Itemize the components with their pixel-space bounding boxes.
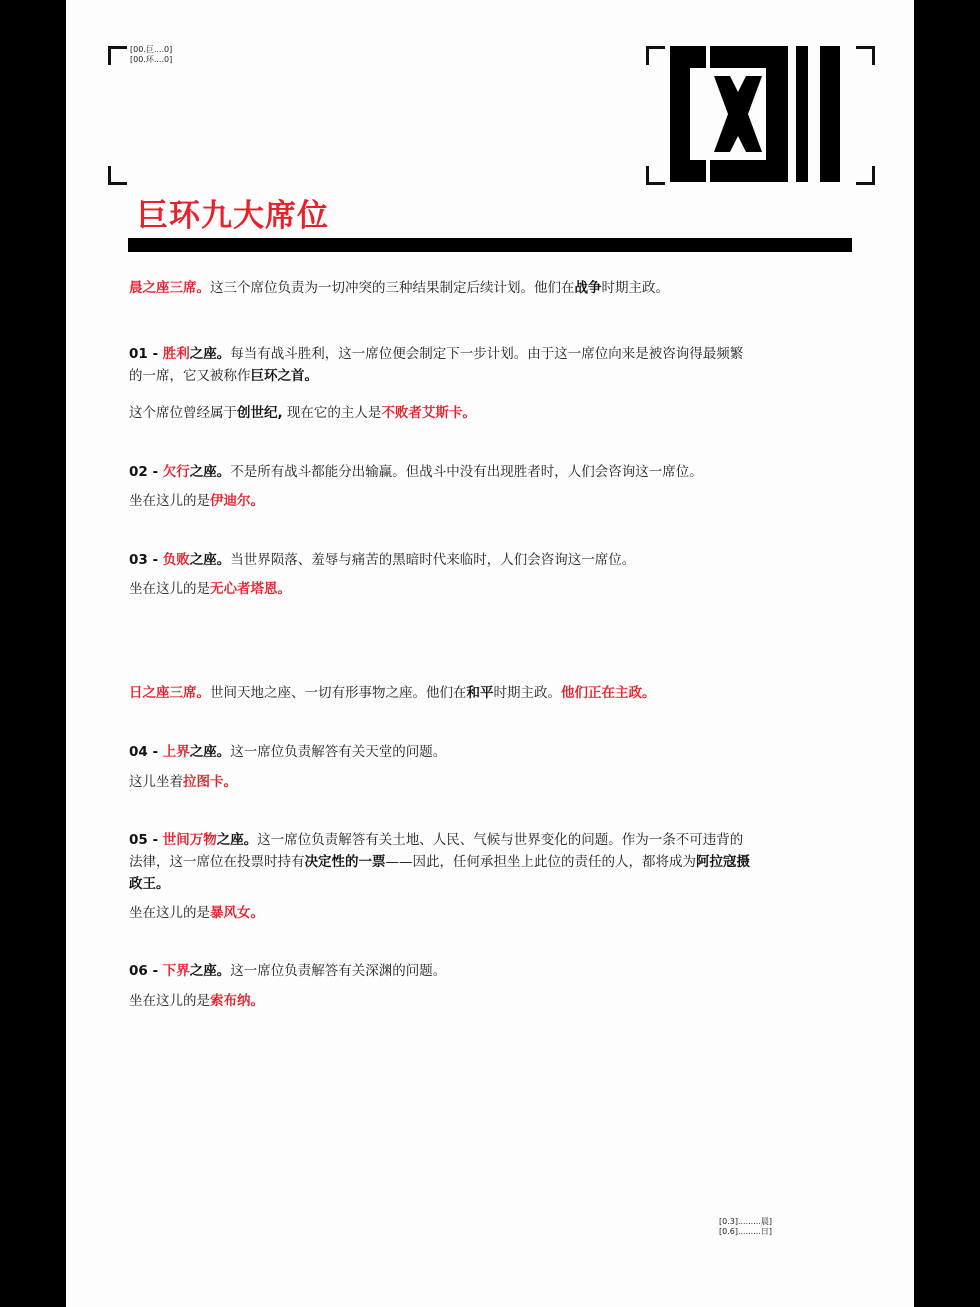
document-page [66, 0, 914, 1307]
header-tag-line: [00.环....0] [130, 55, 173, 64]
sun-seats-intro: 日之座三席。世间天地之座、一切有形事物之座。他们在和平时期主政。他们正在主政。 [129, 685, 656, 701]
corner-bracket-bottom-right [856, 166, 875, 185]
seat-04-occupant: 这儿坐着拉图卡。 [129, 774, 237, 790]
bracketed-x-logo-icon [670, 46, 846, 182]
seat-04-description: 04 - 上界之座。这一席位负责解答有关天堂的问题。 [129, 744, 447, 760]
seat-02-description: 02 - 欠行之座。不是所有战斗都能分出输赢。但战斗中没有出现胜者时，人们会咨询这一席位。 [129, 464, 703, 480]
footer-tag-line: [0.3].........晨] [719, 1217, 772, 1226]
seat-01-occupant: 这个席位曾经属于创世纪, 现在它的主人是不败者艾斯卡。 [129, 405, 476, 421]
header-index-tag [130, 45, 172, 65]
seat-06-description: 06 - 下界之座。这一席位负责解答有关深渊的问题。 [129, 963, 447, 979]
footer-tag-line: [0.6].........日] [719, 1227, 772, 1236]
seat-05-description: 05 - 世间万物之座。这一席位负责解答有关土地、人民、气候与世界变化的问题。作为一条不可违背的法律，这一席位在投票时持有决定性的一票——因此，任何承担坐上此位的责任的人，都将成为阿拉寇摄政王。 [129, 832, 750, 892]
header-tag-line: [00.巨....0] [130, 45, 173, 54]
corner-bracket-logo-bottom-left [646, 166, 665, 185]
title-divider-bar [128, 238, 852, 252]
corner-bracket-logo-top-left [646, 46, 665, 65]
footer-index-tag [719, 1217, 772, 1237]
seat-05-occupant: 坐在这儿的是暴风女。 [129, 905, 264, 921]
corner-bracket-bottom-left [108, 166, 127, 185]
corner-bracket-top-left [108, 46, 127, 65]
dawn-seats-intro: 晨之座三席。这三个席位负责为一切冲突的三种结果制定后续计划。他们在战争时期主政。 [129, 280, 669, 296]
corner-bracket-top-right [856, 46, 875, 65]
page-title: 巨环九大席位 [137, 198, 329, 234]
seat-02-occupant: 坐在这儿的是伊迪尔。 [129, 493, 264, 509]
seat-03-description: 03 - 负败之座。当世界陨落、羞辱与痛苦的黑暗时代来临时，人们会咨询这一席位。 [129, 552, 636, 568]
seat-01-description: 01 - 胜利之座。每当有战斗胜利，这一席位便会制定下一步计划。由于这一席位向来是被咨询得最频繁的一席，它又被称作巨环之首。 [129, 346, 744, 384]
seat-06-occupant: 坐在这儿的是索布纳。 [129, 993, 264, 1009]
seat-03-occupant: 坐在这儿的是无心者塔恩。 [129, 581, 291, 597]
